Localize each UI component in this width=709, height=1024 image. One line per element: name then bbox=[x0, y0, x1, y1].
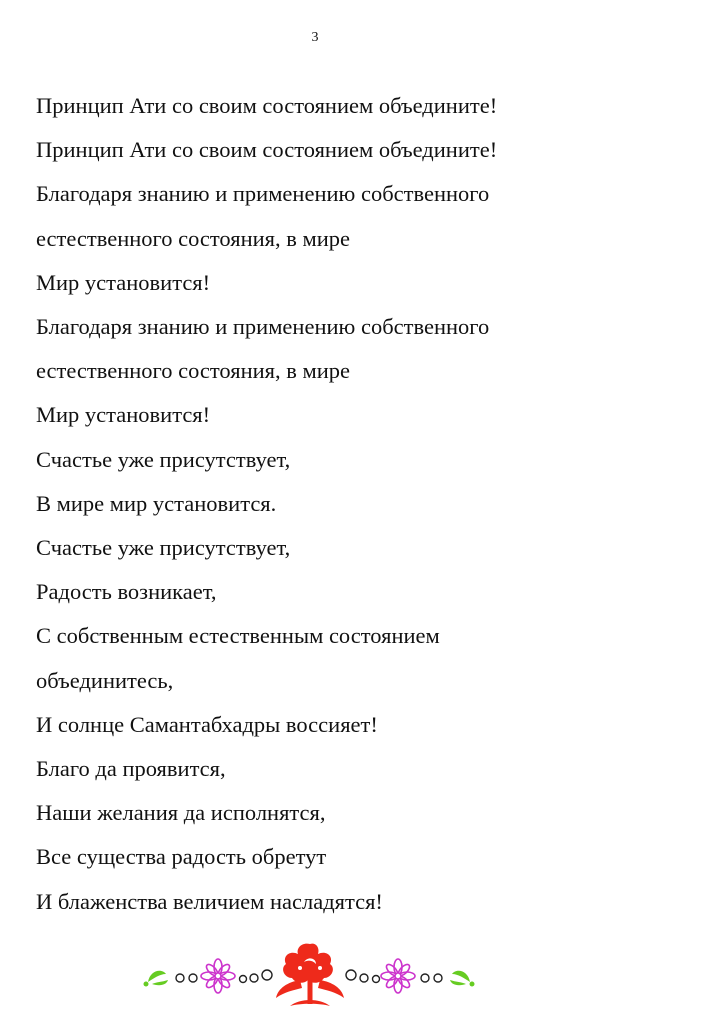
verse-line: естественного состояния, в мире bbox=[36, 225, 351, 251]
leaf-icon bbox=[450, 971, 475, 987]
verse-line: Благодаря знанию и применению собственного bbox=[36, 314, 490, 340]
verse-line: Принцип Ати со своим состоянием объедините! bbox=[36, 93, 498, 118]
floral-ornament bbox=[140, 938, 480, 1008]
verse-line: Принцип Ати со своим состоянием объедините! bbox=[36, 137, 498, 163]
verse-line: Мир установится! bbox=[36, 402, 211, 428]
circle-icon bbox=[240, 970, 273, 983]
verse-line: В мире мир установится. bbox=[36, 490, 277, 516]
verse-line: объединитесь, bbox=[36, 667, 174, 693]
rose-icon bbox=[276, 944, 344, 1006]
verse-line: Все существа радость обретут bbox=[36, 844, 327, 870]
verse-line: Счастье уже присутствует, bbox=[36, 446, 291, 472]
verse-line: Радость возникает, bbox=[36, 579, 217, 605]
verse-text bbox=[36, 84, 676, 924]
flower-icon bbox=[381, 959, 415, 993]
verse-line: Благо да проявится, bbox=[36, 756, 226, 782]
circle-icon bbox=[421, 974, 442, 982]
verse-line: естественного состояния, в мире bbox=[36, 358, 351, 384]
flower-icon bbox=[201, 959, 235, 993]
verse-line: И блаженства величием насладятся! bbox=[36, 888, 383, 914]
verse-line: Благодаря знанию и применению собственного bbox=[36, 181, 490, 207]
page-number: 3 bbox=[311, 30, 319, 45]
verse-line: Мир установится! bbox=[36, 269, 211, 295]
verse-line: И солнце Самантабхадры воссияет! bbox=[36, 711, 378, 737]
verse-line: Наши желания да исполнятся, bbox=[36, 800, 326, 826]
circle-icon bbox=[176, 974, 197, 982]
circle-icon bbox=[346, 970, 380, 983]
verse-line: С собственным естественным состоянием bbox=[36, 623, 440, 649]
leaf-icon bbox=[144, 971, 169, 987]
verse-line: Счастье уже присутствует, bbox=[36, 535, 291, 561]
